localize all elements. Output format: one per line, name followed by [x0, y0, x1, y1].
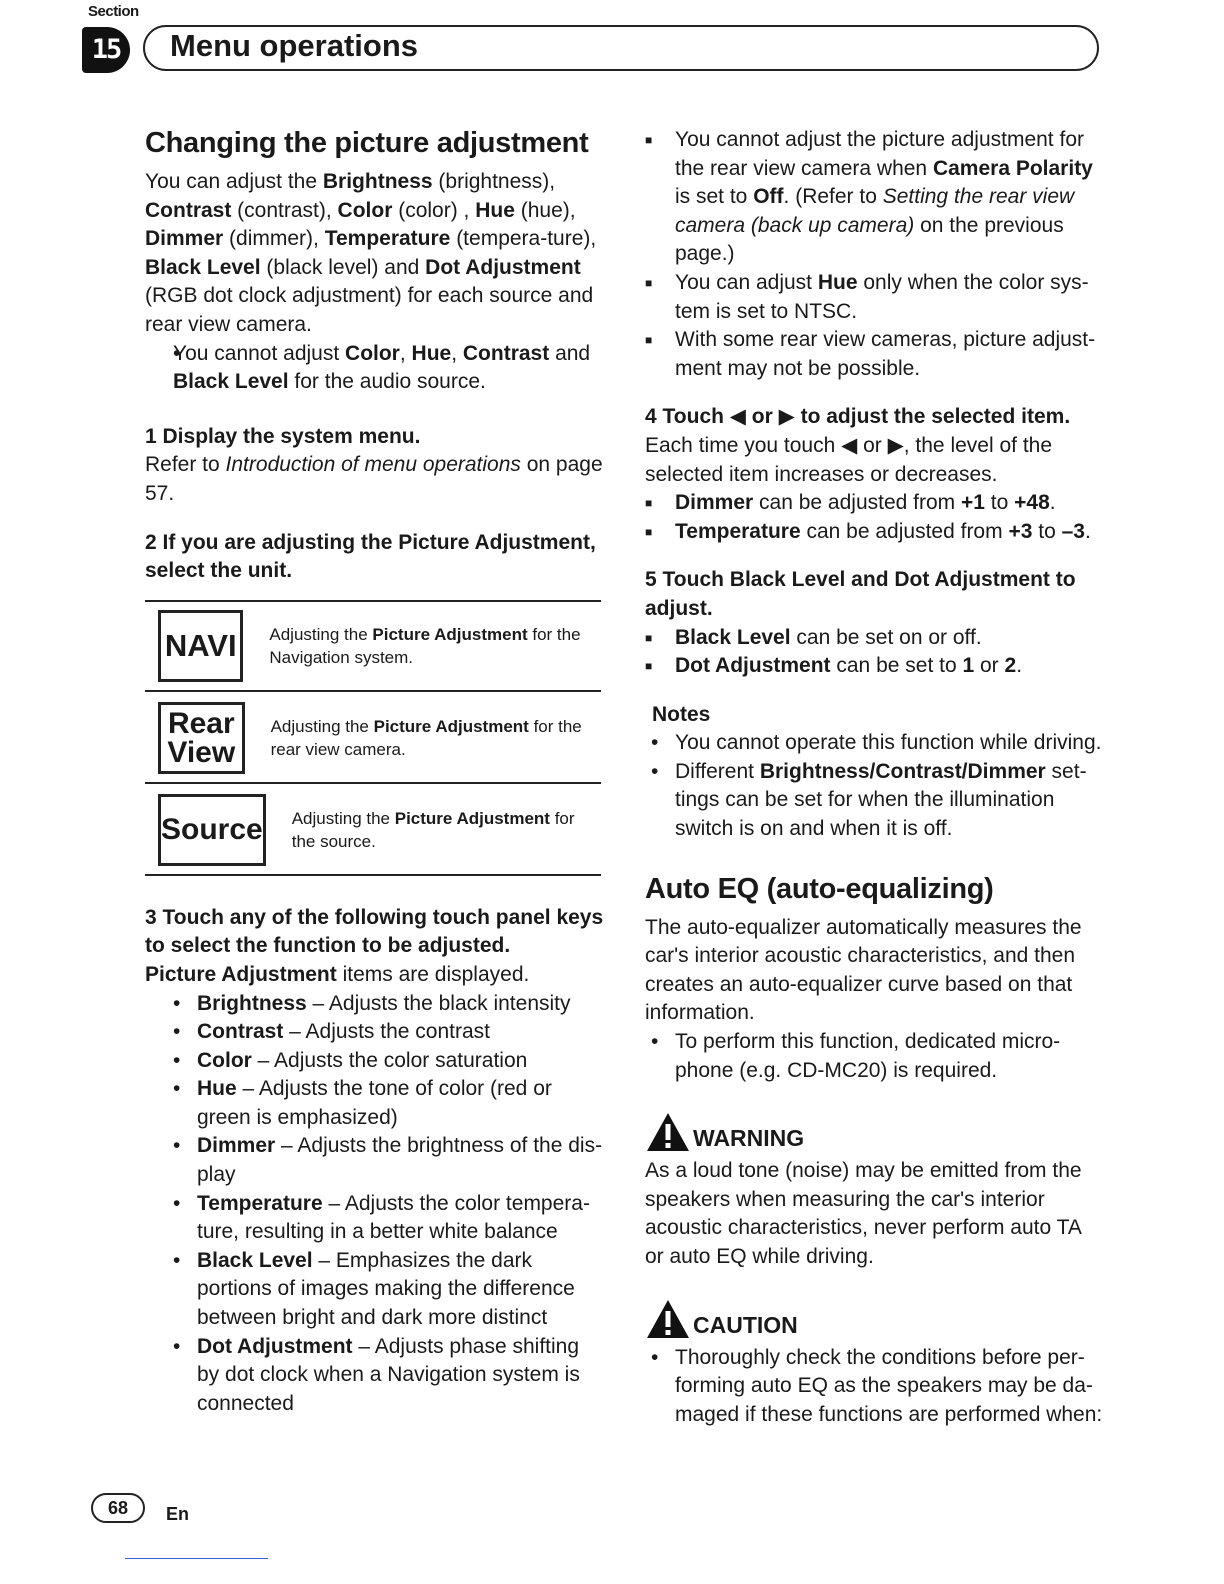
unit-description: Adjusting the Picture Adjustment for the rear view camera.: [270, 716, 582, 759]
step-4-body: Each time you touch ◀ or ▶, the level of the selected item increases or decreases.: [645, 433, 1053, 486]
caution-header: [645, 1298, 1105, 1340]
unit-table: [145, 600, 601, 876]
page-number: 68: [91, 1493, 145, 1523]
step-4-item: ■ Dimmer can be adjusted from +1 to +48.: [645, 489, 1105, 518]
function-item: • Brightness – Adjusts the black intensity: [145, 990, 605, 1019]
function-item: • Color – Adjusts the color saturation: [145, 1047, 605, 1076]
intro-bullet: • You cannot adjust Color, Hue, Contrast and Black Level for the audio source.: [145, 340, 605, 397]
function-list: [145, 990, 605, 1419]
navi-key[interactable]: NAVI: [158, 610, 243, 682]
warning-icon: [645, 1111, 691, 1153]
step-5-item: ■ Black Level can be set on or off.: [645, 624, 1105, 653]
left-column: [145, 124, 605, 1418]
unit-row-navi: [145, 602, 601, 692]
step-4-item: ■ Temperature can be adjusted from +3 to –3.: [645, 518, 1105, 547]
section-number-badge: 15: [82, 27, 130, 73]
step-5-title: 5 Touch Black Level and Dot Adjustment to adjust.: [645, 568, 1076, 620]
step-4-title: 4 Touch ◀ or ▶ to adjust the selected item.: [645, 405, 1071, 429]
function-item: • Dimmer – Adjusts the brightness of the dis-play: [145, 1132, 605, 1189]
function-item: • Black Level – Emphasizes the dark portions of images making the difference between bright and dark more distinct: [145, 1247, 605, 1333]
step-3-body: Picture Adjustment items are displayed.: [145, 962, 530, 986]
notes-item: • You cannot operate this function while driving.: [645, 729, 1105, 758]
function-item: • Contrast – Adjusts the contrast: [145, 1018, 605, 1047]
unit-description: Adjusting the Picture Adjustment for the Navigation system.: [269, 624, 581, 667]
step-1-body: Refer to Introduction of menu operations on page 57.: [145, 453, 603, 505]
warning-body: As a loud tone (noise) may be emitted from the speakers when measuring the car's interior acoustic characteristics, never perform auto TA or auto EQ while driving.: [645, 1159, 1082, 1268]
note-item: ■ You can adjust Hue only when the color sys-tem is set to NTSC.: [645, 269, 1105, 326]
page-title: Menu operations: [170, 28, 419, 63]
section-label: Section: [88, 3, 139, 20]
step-5-item: ■ Dot Adjustment can be set to 1 or 2.: [645, 652, 1105, 681]
source-key[interactable]: Source: [158, 794, 266, 866]
function-item: • Hue – Adjusts the tone of color (red or green is emphasized): [145, 1075, 605, 1132]
unit-row-rear-view: [145, 694, 601, 784]
auto-eq-bullet: • To perform this function, dedicated micro-phone (e.g. CD-MC20) is required.: [645, 1028, 1105, 1085]
page-language: En: [166, 1504, 190, 1524]
step-2-title: 2 If you are adjusting the Picture Adjustment, select the unit.: [145, 530, 596, 583]
function-item: • Dot Adjustment – Adjusts phase shifting by dot clock when a Navigation system is connected: [145, 1333, 605, 1419]
divider: [125, 1558, 268, 1559]
note-item: ■ You cannot adjust the picture adjustment for the rear view camera when Camera Polarity is set to Off. (Refer to Setting the rear view camera (back up camera) on the previous page.): [645, 126, 1105, 269]
caution-icon: [645, 1298, 691, 1340]
unit-row-source: [145, 786, 601, 876]
warning-header: [645, 1111, 1105, 1153]
rear-view-key[interactable]: Rear View: [158, 702, 245, 774]
warning-title: WARNING: [693, 1125, 805, 1152]
right-column: [645, 126, 1105, 1429]
function-item: • Temperature – Adjusts the color tempera-ture, resulting in a better white balance: [145, 1190, 605, 1247]
auto-eq-body: The auto-equalizer automatically measures the car's interior acoustic characteristics, and then creates an auto-equalizer curve based on that information.: [645, 915, 1082, 1025]
notes-title: Notes: [652, 702, 711, 726]
step-3-title: 3 Touch any of the following touch panel keys to select the function to be adjusted.: [145, 905, 604, 958]
step-1-title: 1 Display the system menu.: [145, 424, 421, 448]
note-item: ■ With some rear view cameras, picture adjust-ment may not be possible.: [645, 326, 1105, 383]
section-heading: Changing the picture adjustment: [145, 127, 589, 159]
caution-bullet: • Thoroughly check the conditions before per-forming auto EQ as the speakers may be da-maged if these functions are performed when:: [645, 1344, 1105, 1430]
intro-paragraph: You can adjust the Brightness (brightness), Contrast (contrast), Color (color) , Hue (hue), Dimmer (dimmer), Temperature (tempera-ture), Black Level (black level) and Dot Adjustment (RGB dot clock adjustment) for each source and rear view camera.: [145, 170, 597, 336]
notes-item: • Different Brightness/Contrast/Dimmer set-tings can be set for when the illumination switch is on and when it is off.: [645, 758, 1105, 844]
caution-title: CAUTION: [693, 1311, 798, 1338]
unit-description: Adjusting the Picture Adjustment for the source.: [291, 808, 575, 851]
auto-eq-heading: Auto EQ (auto-equalizing): [645, 872, 994, 905]
